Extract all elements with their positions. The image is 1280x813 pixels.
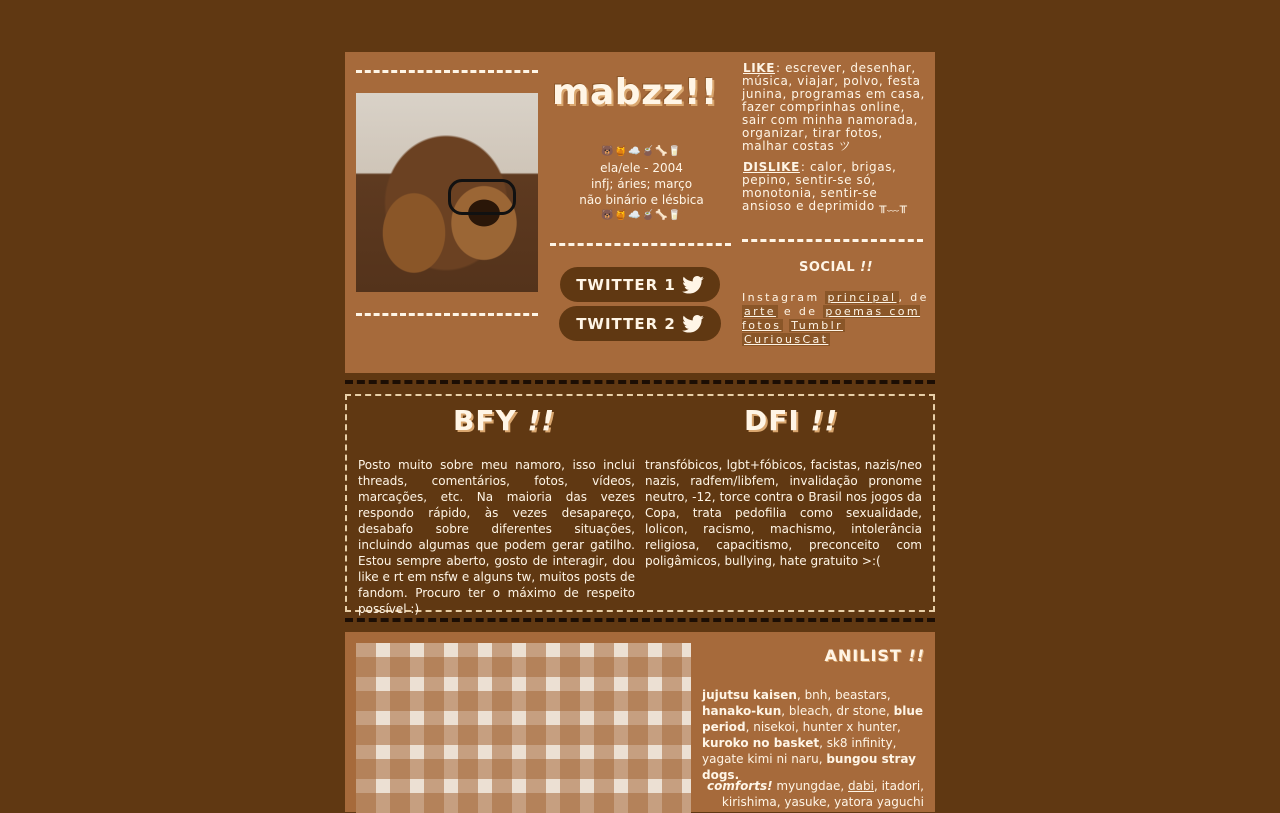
- bio-block: [546, 144, 737, 224]
- anilist-item: , bleach, dr stone,: [781, 704, 894, 718]
- like-text: : escrever, desenhar, música, viajar, polvo, festa junina, programas em casa, fazer comprinhas online, sair com minha namorada, organizar, tirar fotos, malhar costas ツ: [742, 61, 925, 153]
- anilist-item: bungou stray dogs.: [702, 752, 916, 782]
- like-label: LIKE: [743, 61, 776, 75]
- like-paragraph: [742, 62, 927, 153]
- teddy-bears-photo: [356, 93, 538, 292]
- twitter-bird-icon: [682, 276, 704, 294]
- instagram-arte-link[interactable]: arte: [744, 305, 776, 318]
- anilist-list: [702, 687, 924, 783]
- twitter-2-button[interactable]: [559, 306, 721, 341]
- anilist-item: , nisekoi, hunter x hunter,: [745, 720, 901, 734]
- profile-page: [345, 52, 935, 812]
- anilist-title: ANILIST !!: [824, 646, 925, 665]
- instagram-principal-link[interactable]: principal: [827, 291, 897, 304]
- profile-name: mabzz!!: [552, 72, 718, 113]
- likes-column: [737, 52, 935, 373]
- twitter-2-label: TWITTER 2: [576, 314, 676, 333]
- anilist-item: hanako-kun: [702, 704, 782, 718]
- tumblr-link[interactable]: Tumblr: [791, 319, 843, 332]
- social-text: , de: [898, 291, 929, 304]
- plaid-pattern-image: [356, 643, 691, 813]
- likes-block: [742, 62, 927, 221]
- emoji-row: 🐻🍯☁️🧉🦴🥛: [601, 146, 682, 157]
- instagram-poemas-link[interactable]: poemas com fotos: [742, 305, 921, 332]
- dashed-divider: [550, 243, 731, 246]
- personality-info: infj; áries; março: [590, 177, 693, 191]
- anilist-item: blue period: [702, 704, 924, 734]
- photo-column: [345, 52, 546, 373]
- bio-column: [546, 52, 737, 373]
- twitter-bird-icon: [682, 315, 704, 333]
- social-text: e de: [783, 305, 818, 318]
- dfi-title: DFI !!: [744, 404, 839, 437]
- bfy-title: BFY !!: [453, 404, 556, 437]
- twitter-1-button[interactable]: [560, 267, 720, 302]
- dfi-text: transfóbicos, lgbt+fóbicos, facistas, nazis/neo nazis, radfem/libfem, invalidação pronome neutro, -12, torce contra o Brasil nos jogos da Copa, trata pedofilia como sexualidade, lolicon, racismo, machismo, intolerância religiosa, capacitismo, preconceito com poligâmicos, bullying, hate gratuito >:(: [645, 458, 922, 568]
- bfy-text: Posto muito sobre meu namoro, isso inclui threads, comentários, fotos, vídeos, marcações, etc. Na maioria das vezes respondo rápido, às vezes desapareço, desabafo sobre diferentes situações, incluindo algumas que podem gerar gatilho. Estou sempre aberto, gosto de interagir, dou like e rt em nsfw e alguns tw, muitos posts de fandom. Procuro ter o máximo de respeito possível :): [358, 458, 635, 616]
- dislike-text: : calor, brigas, pepino, sentir-se só, monotonia, sentir-se ansioso e deprimido ╥﹏╥: [742, 160, 908, 213]
- dashed-divider: [742, 239, 923, 242]
- dislike-label: DISLIKE: [743, 160, 800, 174]
- dabi-link[interactable]: dabi: [848, 779, 874, 793]
- twitter-1-label: TWITTER 1: [576, 275, 676, 294]
- social-title: SOCIAL !!: [798, 260, 874, 275]
- dashed-separator: [345, 618, 935, 626]
- anilist-item: jujutsu kaisen: [702, 688, 797, 702]
- social-links: [742, 291, 932, 347]
- anilist-item: , sk8 infinity, yagate kimi ni naru,: [702, 736, 897, 766]
- instagram-label: Instagram: [742, 291, 820, 304]
- anilist-section: [345, 632, 935, 812]
- curiouscat-link[interactable]: CuriousCat: [744, 333, 829, 346]
- anilist-item: kuroko no basket: [702, 736, 820, 750]
- identity-info: não binário e lésbica: [579, 193, 704, 207]
- anilist-item: , bnh, beastars,: [796, 688, 891, 702]
- dashed-divider: [356, 313, 538, 316]
- pronouns-year: ela/ele - 2004: [600, 161, 683, 175]
- emoji-row: 🐻🍯☁️🧉🦴🥛: [601, 210, 682, 221]
- dashed-separator: [345, 380, 935, 388]
- glasses-graphic: [448, 179, 516, 215]
- dashed-divider: [356, 70, 538, 73]
- bfy-dfi-section: [345, 394, 935, 616]
- dislike-paragraph: [742, 161, 927, 213]
- profile-header: [345, 52, 935, 373]
- comforts-line: comforts! myungdae, dabi, itadori, kirishima, yasuke, yatora yaguchi: [706, 779, 924, 809]
